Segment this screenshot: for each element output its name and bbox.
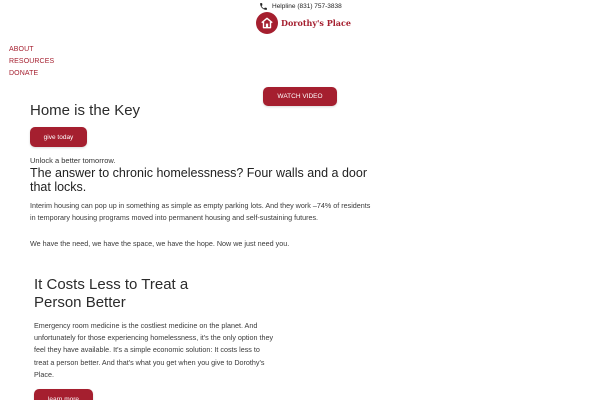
section-title-home: Home is the Key xyxy=(30,102,141,119)
hero-paragraph: Interim housing can pop up in something as simple as empty parking lots. And they work –74% of residents in temporary housing programs moved into permanent housing and self-sustaining futures. xyxy=(30,201,371,223)
helpline-number[interactable]: (831) 757-3838 xyxy=(297,3,342,10)
watch-video-button[interactable]: WATCH VIDEO xyxy=(263,87,337,106)
main-nav xyxy=(9,44,54,80)
house-icon xyxy=(256,12,278,34)
tagline: Unlock a better tomorrow. xyxy=(30,156,116,165)
helpline-label: Helpline xyxy=(272,3,296,10)
learn-more-button[interactable]: learn more xyxy=(34,389,93,400)
helpline[interactable] xyxy=(259,1,342,12)
give-today-button[interactable]: give today xyxy=(30,127,87,147)
hero-paragraph-2: We have the need, we have the space, we have the hope. Now we just need you. xyxy=(30,239,290,248)
logo-text: Dorothy's Place xyxy=(281,18,351,28)
nav-item-about[interactable]: ABOUT xyxy=(9,46,34,53)
logo[interactable] xyxy=(256,12,351,34)
section-title-costs: It Costs Less to Treat a Person Better xyxy=(34,276,189,311)
headline: The answer to chronic homelessness? Four walls and a door that locks. xyxy=(30,166,367,194)
phone-icon xyxy=(259,2,268,11)
costs-paragraph: Emergency room medicine is the costliest medicine on the planet. And unfortunately for those experiencing homelessness, it's the only option they feel they have available. It's a simple economic solution: It costs less to treat a person better. And that's what you get when you give to Dorothy's Place. xyxy=(34,321,274,379)
nav-item-donate[interactable]: DONATE xyxy=(9,70,39,77)
nav-item-resources[interactable]: RESOURCES xyxy=(9,58,55,65)
